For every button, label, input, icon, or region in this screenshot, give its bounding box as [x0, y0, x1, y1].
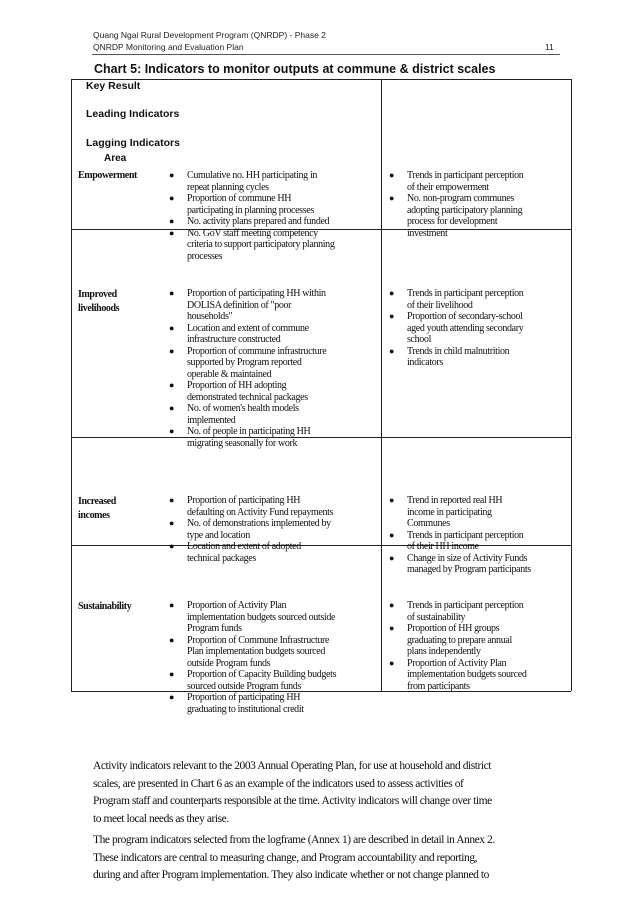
indicator-line: investment [407, 227, 448, 239]
category-improved-livelihoods [78, 288, 119, 316]
table-column-divider [381, 79, 382, 691]
bullet-icon: ● [389, 288, 395, 298]
indicator-item [169, 635, 379, 670]
indicator-item [389, 658, 569, 693]
indicator-item [389, 346, 569, 369]
bullet-icon: ● [169, 518, 175, 528]
bullet-icon: ● [169, 541, 175, 551]
indicator-line: Plan implementation budgets sourced [187, 646, 325, 657]
paragraph-line: scales, are presented in Chart 6 as an example of the indicators used to assess activities of [93, 777, 464, 790]
indicator-line: Communes [407, 518, 450, 529]
indicator-line: Proportion of secondary-school [407, 311, 523, 322]
indicator-line: Proportion of Activity Plan [187, 600, 287, 611]
indicator-item [169, 346, 379, 381]
indicator-line: Proportion of participating HH within [187, 288, 326, 299]
column-header-lagging: Lagging Indicators [86, 137, 180, 149]
bullet-icon: ● [169, 669, 175, 679]
indicator-line: plans independently [407, 646, 481, 657]
indicator-line: Cumulative no. HH participating in [187, 170, 318, 181]
indicator-item [169, 216, 379, 228]
indicator-line: Proportion of commune HH [187, 193, 292, 204]
indicator-item [169, 288, 379, 323]
indicator-item [169, 541, 379, 564]
bullet-icon: ● [169, 193, 175, 203]
indicator-line: Proportion of participating HH [187, 692, 301, 703]
bullet-icon: ● [389, 311, 395, 321]
lagging-list-livelihoods [389, 288, 569, 369]
indicator-line: aged youth attending secondary [407, 322, 524, 334]
indicator-line: graduating to institutional credit [187, 703, 304, 715]
indicator-line: Trends in child malnutrition [407, 345, 510, 357]
indicator-line: school [407, 334, 432, 345]
indicator-item [389, 530, 569, 553]
indicator-item [389, 495, 569, 530]
indicator-line: graduating to prepare annual [407, 634, 512, 646]
indicator-line: Proportion of Commune Infrastructure [187, 634, 330, 646]
lagging-list-sustainability [389, 600, 569, 692]
indicator-line: technical packages [187, 552, 256, 564]
indicator-line: indicators [407, 357, 443, 368]
indicator-line: Program funds [187, 623, 242, 634]
indicator-line: criteria to support participatory planning [187, 239, 335, 250]
category-sustainability: Sustainability [78, 601, 132, 612]
category-line: Improved [78, 289, 117, 300]
bullet-icon: ● [169, 692, 175, 702]
indicator-line: Proportion of HH adopting [187, 380, 287, 391]
page-number: 11 [545, 42, 554, 52]
indicator-item [169, 170, 379, 193]
indicator-item [169, 518, 379, 541]
column-header-leading: Leading Indicators [86, 108, 180, 120]
table-border-top [71, 79, 571, 80]
indicator-item [389, 193, 569, 239]
category-empowerment: Empowerment [78, 170, 137, 181]
indicator-line: No. non-program communes [407, 193, 514, 204]
bullet-icon: ● [389, 495, 395, 505]
indicator-line: households" [187, 311, 233, 322]
indicator-line: Trends in participant perception [407, 600, 524, 611]
indicator-line: infrastructure constructed [187, 334, 281, 345]
bullet-icon: ● [169, 426, 175, 436]
indicator-line: Proportion of Capacity Building budgets [187, 669, 337, 680]
paragraph-activity-indicators [93, 758, 523, 828]
indicator-item [389, 288, 569, 311]
column-header-area: Area [104, 153, 127, 164]
indicator-item [389, 623, 569, 658]
indicator-line: No. of demonstrations implemented by [187, 518, 331, 529]
indicator-line: process for development [407, 216, 498, 227]
indicator-line: migrating seasonally for work [187, 437, 298, 449]
paragraph-program-indicators [93, 832, 523, 885]
indicator-line: supported by Program reported [187, 357, 302, 368]
indicator-item [389, 170, 569, 193]
indicator-line: participating in planning processes [187, 204, 314, 216]
indicator-item [169, 228, 379, 263]
indicator-item [169, 193, 379, 216]
chart-title: Chart 5: Indicators to monitor outputs at commune & district scales [94, 62, 496, 76]
indicator-line: of sustainability [407, 611, 466, 623]
bullet-icon: ● [169, 345, 175, 356]
paragraph-line: Activity indicators relevant to the 2003 Annual Operating Plan, for use at household and district [93, 760, 492, 772]
paragraph-line: The program indicators selected from the logframe (Annex 1) are described in detail in Annex 2. [93, 834, 495, 846]
bullet-icon: ● [169, 170, 175, 180]
indicator-line: implementation budgets sourced outside [187, 611, 336, 623]
indicator-line: of their livelihood [407, 299, 473, 311]
bullet-icon: ● [389, 600, 395, 610]
bullet-icon: ● [169, 322, 175, 333]
header-document-title: QNRDP Monitoring and Evaluation Plan [93, 42, 244, 52]
bullet-icon: ● [169, 600, 175, 610]
indicator-item [389, 600, 569, 623]
bullet-icon: ● [389, 193, 395, 203]
bullet-icon: ● [169, 634, 175, 645]
indicator-item [389, 553, 569, 576]
indicator-item [169, 495, 379, 518]
category-line: livelihoods [78, 303, 120, 314]
indicator-line: managed by Program participants [407, 564, 531, 575]
indicator-line: No. of people in participating HH [187, 426, 311, 437]
bullet-icon: ● [389, 552, 395, 563]
paragraph-line: during and after Program implementation. They also indicate whether or not change planned to [93, 869, 489, 881]
indicator-line: Proportion of commune infrastructure [187, 345, 327, 357]
indicator-item [169, 669, 379, 692]
indicator-line: Proportion of Activity Plan [407, 657, 507, 669]
indicator-item [169, 426, 379, 449]
indicator-line: Location and extent of commune [187, 322, 309, 334]
indicator-line: Trends in participant perception [407, 288, 524, 299]
indicator-line: Change in size of Activity Funds [407, 552, 528, 564]
indicator-line: implemented [187, 414, 236, 426]
table-border-right [571, 79, 572, 691]
header-program-title: Quang Ngai Rural Development Program (QNRDP) - Phase 2 [93, 30, 326, 40]
indicator-item [169, 692, 379, 715]
indicator-line: No. of women's health models [187, 403, 299, 414]
leading-list-sustainability [169, 600, 379, 715]
bullet-icon: ● [169, 495, 175, 505]
category-line: incomes [78, 510, 110, 521]
leading-list-livelihoods [169, 288, 379, 449]
header-rule [92, 54, 560, 55]
indicator-item [169, 323, 379, 346]
bullet-icon: ● [169, 288, 175, 298]
leading-list-incomes [169, 495, 379, 564]
indicator-line: adopting participatory planning [407, 204, 523, 216]
indicator-line: repeat planning cycles [187, 181, 269, 193]
indicator-line: No. activity plans prepared and funded [187, 216, 330, 227]
indicator-line: Trend in reported real HH [407, 495, 503, 506]
bullet-icon: ● [389, 657, 395, 668]
indicator-line: of their HH income [407, 541, 479, 552]
bullet-icon: ● [169, 227, 175, 238]
indicator-line: No. GoV staff meeting competency [187, 227, 318, 239]
indicator-line: type and location [187, 529, 250, 541]
lagging-list-empowerment [389, 170, 569, 239]
bullet-icon: ● [389, 345, 395, 356]
indicator-line: Proportion of participating HH [187, 495, 301, 506]
indicator-line: Proportion of HH groups [407, 623, 500, 634]
indicator-line: sourced outside Program funds [187, 680, 301, 692]
indicator-line: of their empowerment [407, 181, 489, 193]
column-header-key-result: Key Result [86, 80, 141, 92]
indicator-line: Trends in participant perception [407, 170, 524, 181]
bullet-icon: ● [389, 623, 395, 633]
bullet-icon: ● [389, 170, 395, 180]
lagging-list-incomes [389, 495, 569, 576]
category-line: Increased [78, 496, 116, 507]
bullet-icon: ● [169, 380, 175, 390]
indicator-line: processes [187, 250, 223, 262]
leading-list-empowerment [169, 170, 379, 262]
indicator-line: operable & maintained [187, 368, 272, 380]
category-increased-incomes [78, 495, 116, 523]
indicator-item [389, 311, 569, 346]
bullet-icon: ● [169, 403, 175, 413]
paragraph-line: to meet local needs as they arise. [93, 812, 229, 825]
indicator-line: demonstrated technical packages [187, 391, 308, 403]
indicator-item [169, 403, 379, 426]
indicator-line: DOLISA definition of "poor [187, 299, 292, 311]
indicator-line: defaulting on Activity Fund repayments [187, 506, 334, 518]
indicator-item [169, 600, 379, 635]
indicator-item [169, 380, 379, 403]
indicator-line: income in participating [407, 506, 492, 518]
indicator-line: outside Program funds [187, 657, 271, 669]
indicator-line: implementation budgets sourced [407, 669, 527, 680]
paragraph-line: These indicators are central to measuring change, and Program accountability and reporting, [93, 851, 478, 864]
bullet-icon: ● [389, 529, 395, 540]
bullet-icon: ● [169, 216, 175, 226]
indicator-line: from participants [407, 680, 470, 692]
indicator-line: Location and extent of adopted [187, 541, 301, 552]
indicator-line: Trends in participant perception [407, 529, 524, 541]
table-border-left [71, 79, 72, 691]
paragraph-line: Program staff and counterparts responsible at the time. Activity indicators will change over time [93, 795, 492, 807]
